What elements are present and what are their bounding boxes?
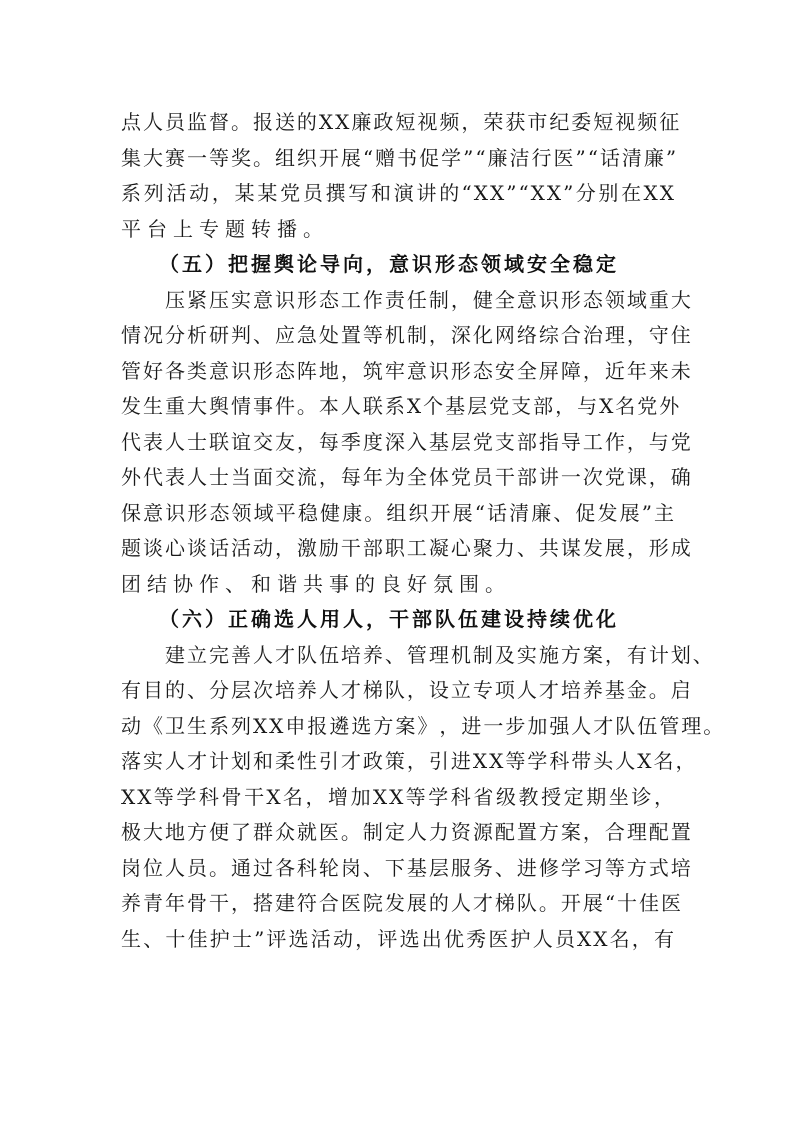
text-line: 团结协作、和谐共事的良好氛围。: [121, 571, 511, 596]
text-line: 集 大 赛 一 等 奖 。 组 织 开 展 “ 赠 书 促 学 ” “ 廉 洁 行 医 ” “ 话 清 廉 ”: [121, 145, 677, 170]
text-line: X X 等 学 科 骨 干 X 名 ， 增 加 X X 等 学 科 省 级 教 授 定 期 坐 诊 ，: [121, 784, 674, 809]
paragraph-personnel: [121, 638, 724, 958]
text-line: 压 紧 压 实 意 识 形 态 工 作 责 任 制 ， 健 全 意 识 形 态 领 域 重 大: [165, 287, 691, 312]
text-line: 代 表 人 士 联 谊 交 友 ， 每 季 度 深 入 基 层 党 支 部 指 导 工 作 ， 与 党: [121, 429, 691, 454]
text-line: 发 生 重 大 舆 情 事 件 。 本 人 联 系 X 个 基 层 党 支 部 ， 与 X 名 党 外: [121, 394, 680, 418]
text-line: 外 代 表 人 士 当 面 交 流 ， 每 年 为 全 体 党 员 干 部 讲 一 次 党 课 ， 确: [121, 465, 691, 489]
text-line: 保 意 识 形 态 领 域 平 稳 健 康 。 组 织 开 展 “ 话 清 廉 、 促 发 展 ” 主: [121, 500, 674, 525]
document-body: [121, 105, 724, 957]
paragraph-ideology: [121, 283, 691, 603]
section-heading-6: （六）正确选人用人，干部队伍建设持续优化: [159, 607, 619, 631]
text-line: 情 况 分 析 研 判 、 应 急 处 置 等 机 制 ， 深 化 网 络 综 合 治 理 ， 守 住: [121, 323, 691, 347]
text-line: 极 大 地 方 便 了 群 众 就 医 。 制 定 人 力 资 源 配 置 方 案 ， 合 理 配 置: [121, 820, 691, 844]
text-line: 落 实 人 才 计 划 和 柔 性 引 才 政 策 ， 引 进 X X 等 学 科 带 头 人 X 名 ，: [121, 749, 696, 773]
text-line: 建 立 完 善 人 才 队 伍 培 养 、 管 理 机 制 及 实 施 方 案 ， 有 计 划 、: [165, 642, 713, 667]
text-line: 管 好 各 类 意 识 形 态 阵 地 ， 筑 牢 意 识 形 态 安 全 屏 障 ， 近 年 来 未: [121, 358, 691, 383]
paragraph-continued: [121, 105, 680, 247]
section-heading-5: （五）把握舆论导向，意识形态领域安全稳定: [159, 252, 619, 276]
text-line: 岗 位 人 员 。 通 过 各 科 轮 岗 、 下 基 层 服 务 、 进 修 学 习 等 方 式 培: [121, 855, 691, 880]
text-line: 有 目 的 、 分 层 次 培 养 人 才 梯 队 ， 设 立 专 项 人 才 培 养 基 金 。 启: [121, 678, 691, 702]
text-line: 系 列 活 动 ， 某 某 党 员 撰 写 和 演 讲 的 “ X X ” “ X X ” 分 别 在 X X: [121, 181, 674, 205]
text-line: 点 人 员 监 督 。 报 送 的 X X 廉 政 短 视 频 ， 荣 获 市 纪 委 短 视 频 征: [121, 110, 680, 134]
text-line: 动 《 卫 生 系 列 X X 申 报 遴 选 方 案 》 ， 进 一 步 加 强 人 才 队 伍 管 理 。: [121, 713, 724, 738]
text-line: 生 、 十 佳 护 士 ” 评 选 活 动 ， 评 选 出 优 秀 医 护 人 员 X X 名 ， 有: [121, 926, 674, 951]
text-line: 平台上专题转播。: [121, 216, 329, 241]
text-line: 题 谈 心 谈 话 活 动 ， 激 励 干 部 职 工 凝 心 聚 力 、 共 谋 发 展 ， 形 成: [121, 536, 691, 560]
text-line: 养 青 年 骨 干 ， 搭 建 符 合 医 院 发 展 的 人 才 梯 队 。 开 展 “ 十 佳 医: [121, 891, 682, 915]
